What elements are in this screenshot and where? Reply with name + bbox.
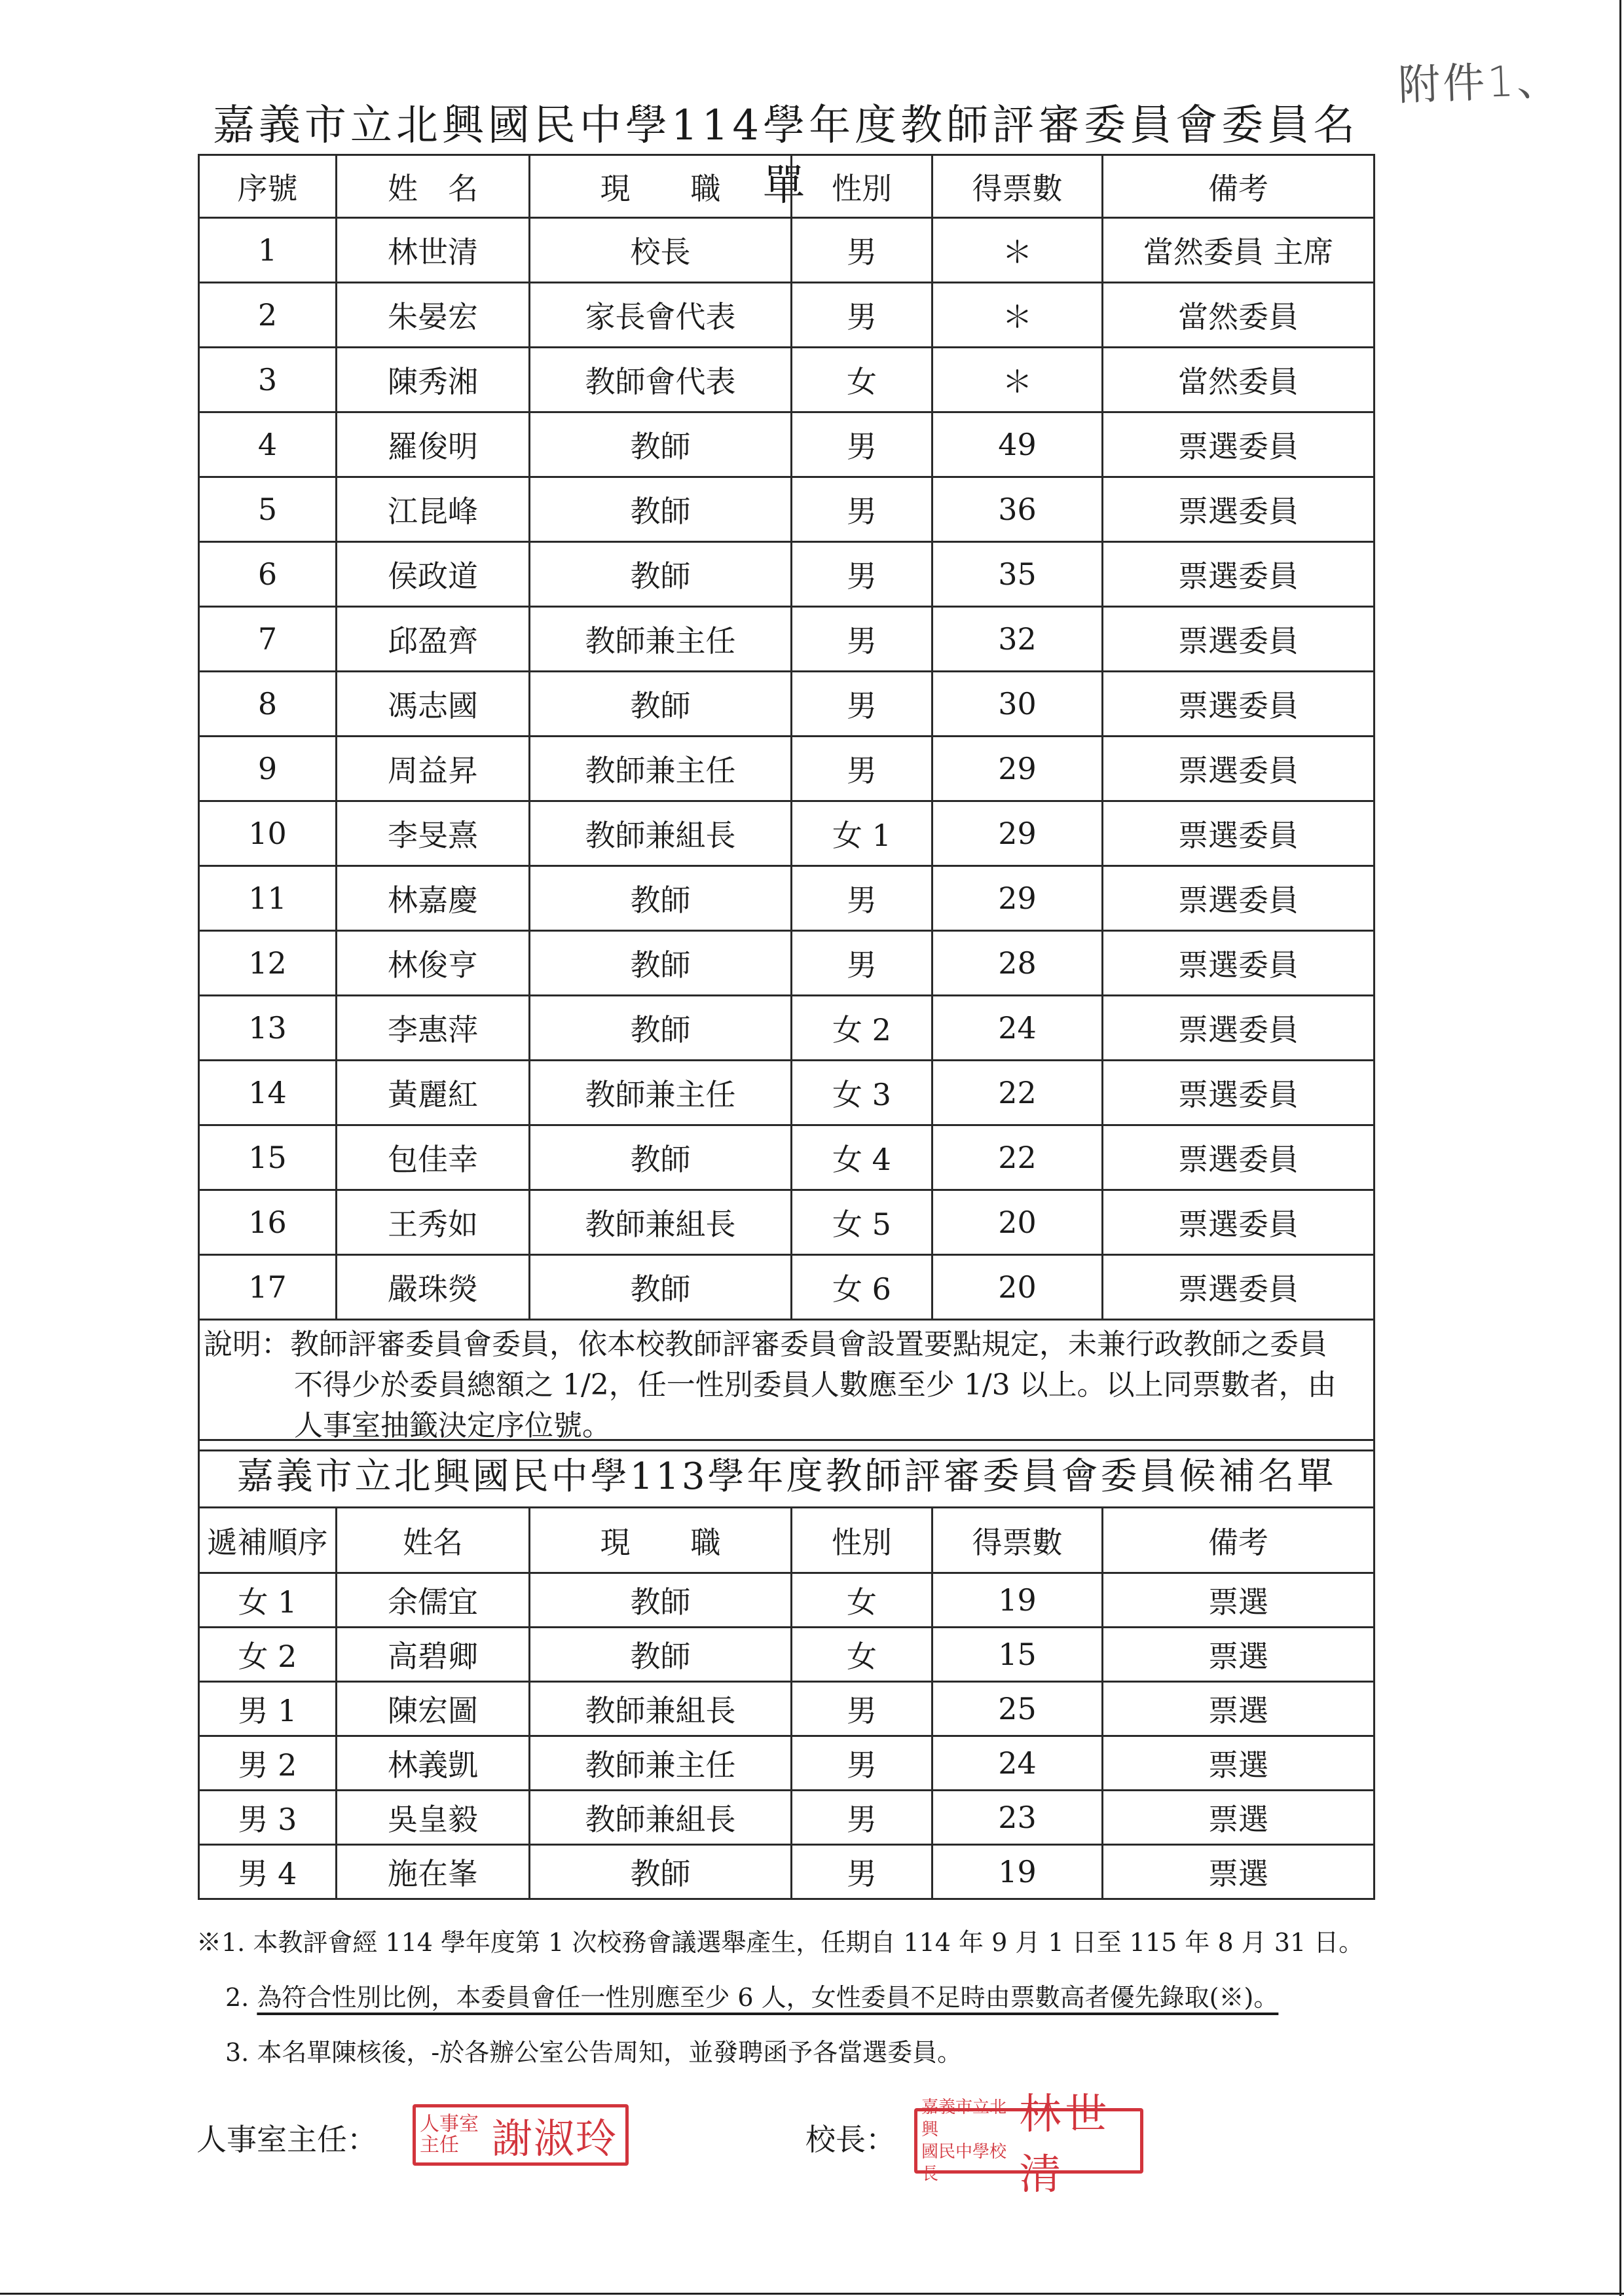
cell-note: 票選委員 bbox=[1103, 672, 1375, 737]
alt-cell-name: 吳皇毅 bbox=[337, 1791, 530, 1845]
cell-name: 朱晏宏 bbox=[337, 283, 530, 348]
alt-header-order: 遞補順序 bbox=[199, 1508, 337, 1573]
cell-position: 教師兼組長 bbox=[530, 801, 792, 866]
hr-director-stamp bbox=[413, 2104, 629, 2166]
principal-stamp-name: 林世清 bbox=[1019, 2090, 1111, 2199]
cell-no: 6 bbox=[199, 542, 337, 607]
cell-position: 教師 bbox=[530, 931, 792, 996]
table-row bbox=[199, 283, 1375, 348]
alt-cell-order: 男 3 bbox=[199, 1791, 337, 1845]
footnote-2 bbox=[196, 1970, 1408, 2025]
principal-stamp-title-line-2: 國民中學校長 bbox=[921, 2142, 1007, 2184]
alt-cell-position: 教師 bbox=[530, 1573, 792, 1628]
alternate-header-row bbox=[199, 1508, 1375, 1573]
cell-votes: 24 bbox=[932, 996, 1103, 1061]
alt-cell-order: 女 2 bbox=[199, 1628, 337, 1682]
attachment-annotation: 附件1、 bbox=[1397, 56, 1562, 111]
alt-cell-votes: 24 bbox=[932, 1736, 1103, 1791]
alt-cell-position: 教師 bbox=[530, 1628, 792, 1682]
cell-no: 4 bbox=[199, 412, 337, 477]
table-row bbox=[199, 1125, 1375, 1190]
hr-stamp-name: 謝淑玲 bbox=[492, 2114, 618, 2162]
cell-votes: ＊ bbox=[932, 283, 1103, 348]
cell-no: 14 bbox=[199, 1061, 337, 1125]
alt-cell-note: 票選 bbox=[1103, 1791, 1375, 1845]
cell-name: 林俊亨 bbox=[337, 931, 530, 996]
cell-votes: 32 bbox=[932, 607, 1103, 672]
alt-cell-gender: 男 bbox=[792, 1682, 932, 1736]
cell-position: 教師 bbox=[530, 866, 792, 931]
cell-no: 12 bbox=[199, 931, 337, 996]
alt-cell-position: 教師 bbox=[530, 1845, 792, 1899]
cell-no: 17 bbox=[199, 1255, 337, 1320]
cell-note: 票選委員 bbox=[1103, 607, 1375, 672]
alternate-table bbox=[198, 1439, 1375, 1900]
footnote-3: 3. 本名單陳核後，-於各辦公室公告周知，並發聘函予各當選委員。 bbox=[225, 2038, 963, 2067]
header-no: 序號 bbox=[199, 155, 337, 218]
alternate-row bbox=[199, 1628, 1375, 1682]
cell-gender: 男 bbox=[792, 218, 932, 283]
cell-name: 王秀如 bbox=[337, 1190, 530, 1255]
alt-cell-name: 林義凱 bbox=[337, 1736, 530, 1791]
table-row bbox=[199, 996, 1375, 1061]
alt-cell-votes: 15 bbox=[932, 1628, 1103, 1682]
explanation-cell bbox=[199, 1320, 1375, 1451]
cell-position: 教師兼主任 bbox=[530, 1061, 792, 1125]
alt-cell-note: 票選 bbox=[1103, 1736, 1375, 1791]
cell-no: 15 bbox=[199, 1125, 337, 1190]
cell-note: 票選委員 bbox=[1103, 1061, 1375, 1125]
cell-votes: 29 bbox=[932, 866, 1103, 931]
cell-votes: 20 bbox=[932, 1190, 1103, 1255]
alt-cell-order: 男 2 bbox=[199, 1736, 337, 1791]
cell-votes: 20 bbox=[932, 1255, 1103, 1320]
footnote-1: ※1. 本教評會經 114 學年度第 1 次校務會議選舉產生，任期自 114 年 9 月 1 日至 115 年 8 月 31 日。 bbox=[196, 1928, 1364, 1957]
cell-note: 票選委員 bbox=[1103, 477, 1375, 542]
alt-cell-name: 余儒宜 bbox=[337, 1573, 530, 1628]
cell-gender: 女 3 bbox=[792, 1061, 932, 1125]
header-name: 姓 名 bbox=[337, 155, 530, 218]
principal-label: 校長： bbox=[805, 2122, 896, 2157]
cell-votes: 35 bbox=[932, 542, 1103, 607]
cell-gender: 男 bbox=[792, 672, 932, 737]
cell-gender: 女 2 bbox=[792, 996, 932, 1061]
alt-cell-note: 票選 bbox=[1103, 1682, 1375, 1736]
table-row bbox=[199, 607, 1375, 672]
cell-note: 票選委員 bbox=[1103, 801, 1375, 866]
alt-cell-votes: 19 bbox=[932, 1845, 1103, 1899]
cell-gender: 男 bbox=[792, 866, 932, 931]
alt-cell-note: 票選 bbox=[1103, 1845, 1375, 1899]
alt-header-note: 備考 bbox=[1103, 1508, 1375, 1573]
cell-note: 票選委員 bbox=[1103, 542, 1375, 607]
cell-votes: 30 bbox=[932, 672, 1103, 737]
cell-position: 教師 bbox=[530, 1125, 792, 1190]
cell-name: 周益昇 bbox=[337, 737, 530, 801]
signature-row bbox=[196, 2090, 1375, 2199]
cell-name: 侯政道 bbox=[337, 542, 530, 607]
cell-position: 教師 bbox=[530, 996, 792, 1061]
principal-stamp-title-line-1: 嘉義市立北興 bbox=[921, 2098, 1007, 2140]
cell-votes: 36 bbox=[932, 477, 1103, 542]
header-note: 備考 bbox=[1103, 155, 1375, 218]
cell-position: 教師 bbox=[530, 412, 792, 477]
cell-no: 9 bbox=[199, 737, 337, 801]
cell-note: 當然委員 主席 bbox=[1103, 218, 1375, 283]
cell-note: 票選委員 bbox=[1103, 931, 1375, 996]
alternate-title-row bbox=[199, 1440, 1375, 1508]
alternate-row bbox=[199, 1682, 1375, 1736]
header-position: 現 職 bbox=[530, 155, 792, 218]
explanation-row bbox=[199, 1320, 1375, 1451]
alt-cell-position: 教師兼主任 bbox=[530, 1736, 792, 1791]
footnote-2-text: 為符合性別比例，本委員會任一性別應至少 6 人，女性委員不足時由票數高者優先錄取(※)。 bbox=[257, 1983, 1279, 2012]
cell-note: 票選委員 bbox=[1103, 866, 1375, 931]
alt-cell-name: 施在峯 bbox=[337, 1845, 530, 1899]
cell-note: 票選委員 bbox=[1103, 737, 1375, 801]
cell-position: 教師 bbox=[530, 542, 792, 607]
cell-votes: ＊ bbox=[932, 218, 1103, 283]
cell-name: 李惠萍 bbox=[337, 996, 530, 1061]
cell-note: 當然委員 bbox=[1103, 348, 1375, 412]
alt-cell-order: 男 1 bbox=[199, 1682, 337, 1736]
explanation-label: 說明： bbox=[204, 1327, 290, 1361]
alt-cell-gender: 男 bbox=[792, 1791, 932, 1845]
alt-header-name: 姓名 bbox=[337, 1508, 530, 1573]
cell-gender: 女 4 bbox=[792, 1125, 932, 1190]
cell-no: 10 bbox=[199, 801, 337, 866]
cell-no: 2 bbox=[199, 283, 337, 348]
cell-note: 當然委員 bbox=[1103, 283, 1375, 348]
alt-cell-votes: 25 bbox=[932, 1682, 1103, 1736]
footnote-2-number: 2. bbox=[225, 1983, 257, 2012]
cell-votes: 22 bbox=[932, 1125, 1103, 1190]
cell-note: 票選委員 bbox=[1103, 1255, 1375, 1320]
hr-stamp-title: 人事室主任 bbox=[420, 2113, 479, 2157]
cell-position: 教師兼主任 bbox=[530, 607, 792, 672]
table-row bbox=[199, 801, 1375, 866]
alt-cell-votes: 23 bbox=[932, 1791, 1103, 1845]
footnotes bbox=[196, 1915, 1408, 2080]
cell-no: 16 bbox=[199, 1190, 337, 1255]
committee-table bbox=[198, 154, 1375, 1451]
cell-name: 羅俊明 bbox=[337, 412, 530, 477]
explanation-line-1: 教師評審委員會委員，依本校教師評審委員會設置要點規定，未兼行政教師之委員 bbox=[290, 1327, 1327, 1361]
cell-gender: 男 bbox=[792, 412, 932, 477]
table-row bbox=[199, 542, 1375, 607]
cell-name: 包佳幸 bbox=[337, 1125, 530, 1190]
cell-position: 教師 bbox=[530, 477, 792, 542]
cell-position: 校長 bbox=[530, 218, 792, 283]
cell-note: 票選委員 bbox=[1103, 1190, 1375, 1255]
cell-name: 馮志國 bbox=[337, 672, 530, 737]
alt-header-gender: 性別 bbox=[792, 1508, 932, 1573]
cell-gender: 男 bbox=[792, 283, 932, 348]
page-border-right bbox=[1619, 0, 1621, 2296]
cell-name: 黃麗紅 bbox=[337, 1061, 530, 1125]
cell-gender: 男 bbox=[792, 931, 932, 996]
alt-cell-order: 男 4 bbox=[199, 1845, 337, 1899]
cell-name: 陳秀湘 bbox=[337, 348, 530, 412]
cell-name: 邱盈齊 bbox=[337, 607, 530, 672]
cell-votes: 29 bbox=[932, 801, 1103, 866]
principal-stamp bbox=[914, 2090, 1143, 2199]
cell-position: 教師 bbox=[530, 672, 792, 737]
principal-stamp-title bbox=[917, 2096, 1019, 2185]
cell-votes: 22 bbox=[932, 1061, 1103, 1125]
alternate-row bbox=[199, 1573, 1375, 1628]
table-row bbox=[199, 1190, 1375, 1255]
alt-cell-gender: 女 bbox=[792, 1628, 932, 1682]
alt-header-position: 現 職 bbox=[530, 1508, 792, 1573]
table-row bbox=[199, 348, 1375, 412]
alt-cell-name: 陳宏圖 bbox=[337, 1682, 530, 1736]
cell-note: 票選委員 bbox=[1103, 412, 1375, 477]
cell-gender: 男 bbox=[792, 737, 932, 801]
table-row bbox=[199, 866, 1375, 931]
alt-cell-votes: 19 bbox=[932, 1573, 1103, 1628]
cell-gender: 男 bbox=[792, 607, 932, 672]
cell-note: 票選委員 bbox=[1103, 1125, 1375, 1190]
cell-gender: 男 bbox=[792, 477, 932, 542]
explanation-line-3: 人事室抽籤決定序位號。 bbox=[294, 1408, 611, 1442]
cell-gender: 女 6 bbox=[792, 1255, 932, 1320]
table-row bbox=[199, 218, 1375, 283]
cell-gender: 女 1 bbox=[792, 801, 932, 866]
cell-name: 李旻熹 bbox=[337, 801, 530, 866]
table-header-row bbox=[199, 155, 1375, 218]
alt-cell-position: 教師兼組長 bbox=[530, 1791, 792, 1845]
table-row bbox=[199, 477, 1375, 542]
alt-cell-gender: 男 bbox=[792, 1845, 932, 1899]
cell-votes: 28 bbox=[932, 931, 1103, 996]
cell-note: 票選委員 bbox=[1103, 996, 1375, 1061]
cell-name: 林世清 bbox=[337, 218, 530, 283]
table-row bbox=[199, 412, 1375, 477]
hr-director-label: 人事室主任： bbox=[196, 2122, 377, 2157]
cell-position: 教師會代表 bbox=[530, 348, 792, 412]
cell-position: 教師 bbox=[530, 1255, 792, 1320]
cell-name: 嚴珠熒 bbox=[337, 1255, 530, 1320]
page-border-bottom bbox=[0, 2293, 1624, 2295]
alt-cell-gender: 女 bbox=[792, 1573, 932, 1628]
alt-cell-order: 女 1 bbox=[199, 1573, 337, 1628]
cell-position: 教師兼組長 bbox=[530, 1190, 792, 1255]
alt-header-votes: 得票數 bbox=[932, 1508, 1103, 1573]
cell-position: 教師兼主任 bbox=[530, 737, 792, 801]
cell-position: 家長會代表 bbox=[530, 283, 792, 348]
header-gender: 性別 bbox=[792, 155, 932, 218]
alternate-row bbox=[199, 1845, 1375, 1899]
table-row bbox=[199, 1255, 1375, 1320]
table-row bbox=[199, 672, 1375, 737]
cell-no: 7 bbox=[199, 607, 337, 672]
cell-gender: 男 bbox=[792, 542, 932, 607]
main-title: 嘉義市立北興國民中學114學年度教師評審委員會委員名單 bbox=[212, 101, 1359, 210]
cell-no: 5 bbox=[199, 477, 337, 542]
table-row bbox=[199, 931, 1375, 996]
alt-cell-position: 教師兼組長 bbox=[530, 1682, 792, 1736]
alt-cell-note: 票選 bbox=[1103, 1628, 1375, 1682]
cell-gender: 女 bbox=[792, 348, 932, 412]
cell-no: 11 bbox=[199, 866, 337, 931]
cell-votes: 29 bbox=[932, 737, 1103, 801]
cell-name: 江昆峰 bbox=[337, 477, 530, 542]
header-votes: 得票數 bbox=[932, 155, 1103, 218]
alternate-row bbox=[199, 1791, 1375, 1845]
cell-no: 13 bbox=[199, 996, 337, 1061]
cell-no: 3 bbox=[199, 348, 337, 412]
alternate-row bbox=[199, 1736, 1375, 1791]
cell-votes: 49 bbox=[932, 412, 1103, 477]
cell-name: 林嘉慶 bbox=[337, 866, 530, 931]
alt-cell-name: 高碧卿 bbox=[337, 1628, 530, 1682]
alt-cell-gender: 男 bbox=[792, 1736, 932, 1791]
explanation-line-2: 不得少於委員總額之 1/2，任一性別委員人數應至少 1/3 以上。以上同票數者，由 bbox=[294, 1368, 1337, 1402]
alternate-title: 嘉義市立北興國民中學113學年度教師評審委員會委員候補名單 bbox=[199, 1440, 1375, 1508]
cell-gender: 女 5 bbox=[792, 1190, 932, 1255]
alt-cell-note: 票選 bbox=[1103, 1573, 1375, 1628]
cell-no: 8 bbox=[199, 672, 337, 737]
cell-votes: ＊ bbox=[932, 348, 1103, 412]
table-row bbox=[199, 1061, 1375, 1125]
table-row bbox=[199, 737, 1375, 801]
cell-no: 1 bbox=[199, 218, 337, 283]
